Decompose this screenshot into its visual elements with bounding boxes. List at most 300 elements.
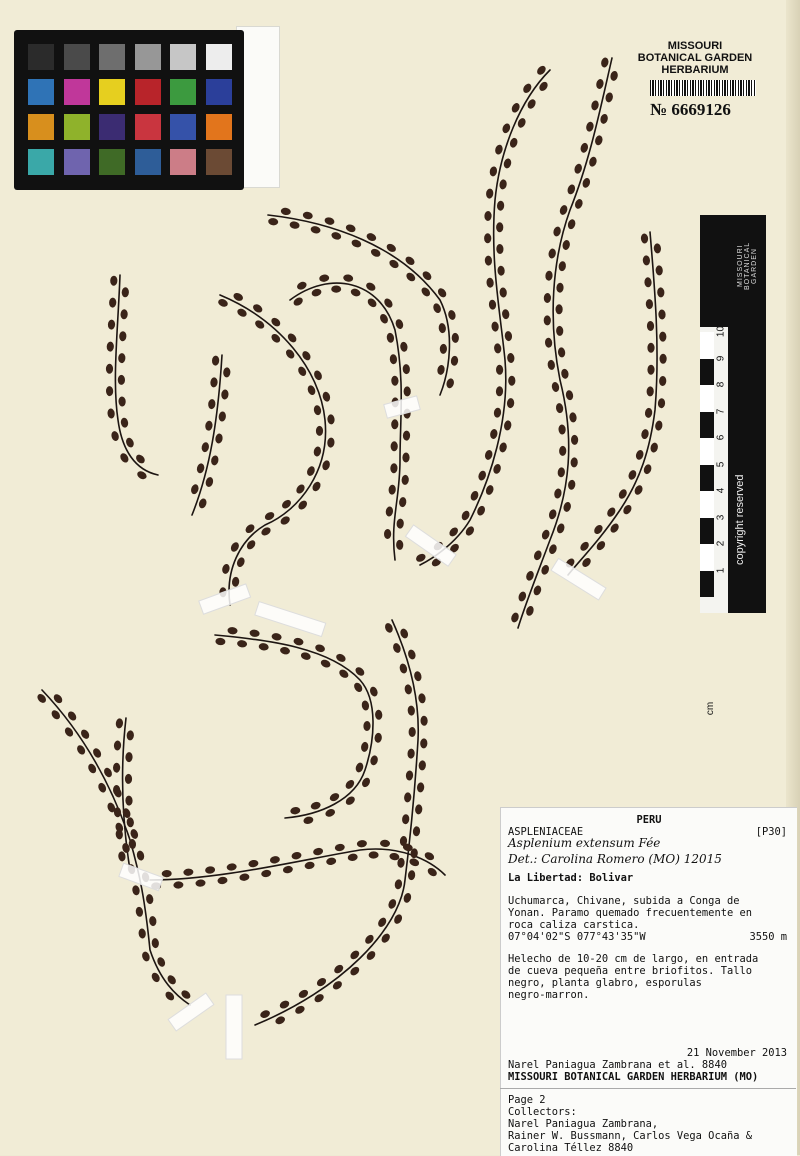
pinna-leaflet [517, 591, 527, 603]
pinna-leaflet [599, 113, 608, 124]
pinna-leaflet [380, 839, 391, 847]
frond-stem [255, 620, 418, 1025]
pinna-leaflet [497, 200, 505, 210]
pinna-leaflet [369, 755, 378, 766]
pinna-leaflet [646, 386, 654, 396]
pinna-leaflet [657, 287, 665, 297]
pinna-leaflet [499, 179, 508, 190]
pinna-leaflet [420, 716, 428, 726]
pinna-leaflet [532, 584, 542, 596]
pinna-leaflet [126, 817, 134, 828]
pinna-leaflet [407, 649, 417, 661]
pinna-leaflet [412, 826, 420, 837]
ruler-number: 1 [715, 567, 727, 573]
pinna-leaflet [484, 211, 492, 221]
pinna-leaflet [548, 508, 558, 520]
pinna-leaflet [387, 898, 398, 910]
pinna-leaflet [545, 337, 553, 348]
pinna-leaflet [334, 843, 345, 852]
ruler-copyright: copyright reserved [734, 474, 746, 565]
pinna-leaflet [594, 135, 604, 146]
ruler-brand-text: MISSOURI BOTANICAL GARDEN [736, 241, 758, 291]
pinna-leaflet [525, 605, 535, 617]
pinna-leaflet [271, 632, 282, 641]
pinna-leaflet [609, 70, 618, 81]
pinna-leaflet [489, 428, 498, 439]
pinna-leaflet [107, 408, 115, 419]
pinna-leaflet [129, 828, 139, 840]
pinna-leaflet [485, 484, 495, 496]
frond-stem [420, 70, 550, 565]
pinna-leaflet [113, 763, 120, 773]
pinna-leaflet [642, 255, 650, 266]
pinna-leaflet [558, 261, 567, 272]
pinna-leaflet [548, 543, 558, 555]
pinna-leaflet [106, 386, 114, 396]
label-code: [P30] [755, 826, 787, 838]
pinna-leaflet [399, 628, 409, 640]
pinna-leaflet [394, 318, 404, 330]
pinna-leaflet [106, 364, 113, 374]
pinna-leaflet [126, 730, 134, 741]
pinna-leaflet [447, 309, 456, 320]
pinna-leaflet [324, 216, 336, 226]
pinna-leaflet [400, 341, 409, 352]
pinna-leaflet [402, 452, 409, 462]
pinna-leaflet [217, 298, 229, 309]
pinna-leaflet [556, 282, 564, 292]
pinna-leaflet [547, 359, 556, 370]
pinna-leaflet [507, 398, 515, 409]
pinna-leaflet [390, 441, 397, 451]
pinna-leaflet [125, 437, 136, 449]
pinna-leaflet [588, 156, 598, 168]
pinna-leaflet [125, 774, 132, 784]
pinna-leaflet [360, 741, 369, 752]
pinna-leaflet [485, 255, 493, 265]
pinna-leaflet [407, 705, 415, 716]
pinna-leaflet [210, 377, 218, 388]
pinna-leaflet [486, 277, 494, 288]
pinna-leaflet [551, 381, 560, 392]
pinna-leaflet [125, 795, 133, 805]
pinna-leaflet [145, 894, 154, 905]
pinna-leaflet [313, 405, 322, 416]
ruler-number: 7 [715, 408, 727, 414]
pinna-leaflet [562, 239, 571, 250]
pinna-leaflet [642, 463, 652, 475]
pinna-leaflet [118, 353, 126, 363]
pinna-leaflet [282, 865, 293, 874]
label-description-line: negro, planta glabro, esporulas [508, 977, 702, 989]
label-coordinates: 07°04'02"S 077°43'35"W [508, 931, 646, 943]
ruler-number: 10 [715, 325, 727, 338]
pinna-leaflet [303, 816, 314, 825]
catalog-number: № 6669126 [650, 100, 731, 119]
label-collectors-line: Rainer W. Bussmann, Carlos Vega Ocaña & [508, 1130, 752, 1142]
pinna-leaflet [121, 287, 129, 297]
pinna-leaflet [492, 463, 502, 475]
pinna-leaflet [319, 274, 330, 283]
pinna-leaflet [504, 331, 512, 342]
pinna-leaflet [201, 442, 210, 453]
ruler-number: 5 [715, 461, 727, 467]
pinna-leaflet [205, 420, 214, 431]
pinna-leaflet [402, 892, 412, 904]
pinna-leaflet [432, 302, 442, 314]
pinna-leaflet [119, 331, 127, 341]
pinna-leaflet [388, 484, 396, 495]
pinna-leaflet [327, 437, 335, 448]
pinna-leaflet [326, 857, 337, 866]
ruler-number: 4 [715, 487, 727, 494]
pinna-leaflet [384, 529, 391, 539]
pinna-leaflet [559, 446, 566, 456]
pinna-leaflet [647, 365, 654, 375]
pinna-leaflet [451, 333, 459, 343]
pinna-leaflet [486, 188, 494, 199]
pinna-leaflet [658, 309, 666, 319]
pinna-leaflet [558, 424, 566, 434]
pinna-leaflet [190, 483, 200, 495]
pinna-leaflet [343, 274, 354, 283]
label-page: Page 2 [508, 1094, 546, 1106]
pinna-leaflet [407, 748, 415, 758]
pinna-leaflet [314, 643, 326, 653]
pinna-leaflet [306, 384, 316, 396]
pinna-leaflet [499, 287, 507, 298]
pinna-leaflet [438, 323, 447, 334]
pinna-leaflet [484, 233, 491, 243]
pinna-leaflet [221, 389, 229, 400]
pinna-leaflet [162, 870, 172, 878]
pinna-leaflet [363, 721, 370, 731]
pinna-leaflet [574, 198, 584, 210]
pinna-leaflet [401, 475, 409, 486]
mounting-tape [551, 558, 606, 600]
pinna-leaflet [259, 1009, 271, 1020]
pinna-leaflet [525, 570, 535, 582]
pinna-leaflet [509, 137, 519, 149]
pinna-leaflet [306, 465, 317, 477]
pinna-leaflet [510, 612, 520, 624]
pinna-leaflet [484, 449, 494, 461]
pinna-leaflet [138, 928, 146, 939]
label-description-line: negro-marron. [508, 989, 590, 1001]
label-locality-line: Yonan. Paramo quemado frecuentemente en [508, 907, 752, 919]
pinna-leaflet [403, 430, 410, 440]
pinna-leaflet [488, 299, 496, 310]
pinna-leaflet [322, 391, 332, 403]
pinna-leaflet [595, 78, 604, 89]
mounting-tape [255, 602, 326, 637]
pinna-leaflet [313, 446, 322, 457]
pinna-leaflet [533, 549, 543, 561]
pinna-leaflet [437, 364, 446, 375]
pinna-leaflet [355, 762, 365, 774]
pinna-leaflet [196, 463, 205, 474]
pinna-leaflet [560, 368, 569, 379]
pinna-leaflet [659, 332, 666, 342]
pinna-leaflet [573, 163, 583, 175]
pinna-leaflet [503, 158, 512, 169]
pinna-leaflet [579, 142, 589, 154]
pinna-leaflet [291, 851, 302, 860]
pinna-leaflet [231, 576, 239, 587]
pinna-leaflet [269, 855, 280, 864]
pinna-leaflet [417, 782, 425, 793]
pinna-leaflet [507, 353, 515, 364]
pinna-leaflet [391, 376, 399, 386]
label-family: ASPLENIACEAE [508, 826, 584, 838]
label-institution: MISSOURI BOTANICAL GARDEN HERBARIUM (MO) [508, 1071, 759, 1083]
pinna-leaflet [385, 506, 393, 517]
pinna-leaflet [396, 518, 404, 529]
pinna-leaflet [114, 740, 122, 750]
pinna-leaflet [391, 419, 398, 429]
pinna-leaflet [205, 866, 216, 874]
pinna-leaflet [110, 276, 118, 286]
label-collectors-title: Collectors: [508, 1106, 577, 1118]
pinna-leaflet [496, 386, 504, 396]
pinna-leaflet [120, 417, 129, 428]
pinna-leaflet [324, 808, 336, 819]
pinna-leaflet [331, 285, 341, 292]
pinna-leaflet [215, 637, 226, 645]
label-collectors-line: Carolina Téllez 8840 [508, 1142, 634, 1154]
pinna-leaflet [386, 332, 395, 343]
pinna-leaflet [418, 693, 427, 704]
pinna-leaflet [555, 403, 564, 414]
pinna-leaflet [110, 430, 120, 442]
pinna-leaflet [600, 57, 609, 68]
pinna-leaflet [118, 851, 126, 862]
pinna-leaflet [556, 522, 566, 534]
header-line-1: MISSOURI [667, 40, 723, 52]
label-separator [500, 1088, 796, 1089]
pinna-leaflet [304, 861, 315, 870]
pinna-leaflet [545, 270, 553, 281]
pinna-leaflet [347, 853, 358, 862]
pinna-leaflet [402, 364, 410, 374]
pinna-leaflet [640, 233, 648, 244]
pinna-leaflet [223, 367, 231, 378]
pinna-leaflet [647, 321, 655, 331]
pinna-leaflet [503, 420, 512, 431]
pinna-leaflet [644, 407, 652, 418]
pinna-leaflet [236, 556, 246, 568]
pinna-leaflet [183, 868, 194, 876]
pinna-leaflet [404, 386, 411, 396]
pinna-leaflet [258, 642, 269, 651]
ruler-number: 6 [715, 434, 727, 441]
pinna-leaflet [218, 411, 226, 422]
ruler-number: 3 [715, 514, 727, 520]
pinna-leaflet [369, 851, 379, 858]
pinna-leaflet [239, 873, 250, 882]
pinna-leaflet [389, 852, 400, 861]
pinna-leaflet [540, 564, 550, 576]
frond-stem [215, 635, 373, 818]
pinna-leaflet [195, 879, 206, 887]
pinna-leaflet [394, 879, 403, 890]
pinna-leaflet [581, 177, 591, 189]
label-country: PERU [636, 814, 662, 826]
pinna-leaflet [289, 221, 300, 230]
pinna-leaflet [469, 490, 480, 502]
pinna-leaflet [646, 299, 654, 309]
pinna-leaflet [313, 847, 324, 856]
pinna-leaflet [494, 343, 502, 354]
frond-stem [290, 283, 401, 560]
label-determination: Det.: Carolina Romero (MO) 12015 [508, 852, 722, 866]
pinna-leaflet [565, 390, 574, 401]
pinna-leaflet [497, 265, 505, 276]
pinna-leaflet [392, 642, 402, 654]
pinna-leaflet [635, 449, 645, 461]
pinna-leaflet [374, 732, 382, 743]
pinna-leaflet [384, 622, 395, 634]
pinna-leaflet [496, 222, 503, 232]
pinna-leaflet [655, 265, 663, 276]
pinna-leaflet [476, 505, 487, 517]
pinna-leaflet [205, 476, 215, 488]
pinna-leaflet [566, 183, 576, 195]
pinna-leaflet [567, 218, 577, 230]
pinna-leaflet [407, 870, 415, 881]
pinna-leaflet [369, 686, 379, 698]
label-locality-line: roca caliza carstica. [508, 919, 640, 931]
pinna-leaflet [350, 287, 362, 297]
pinna-leaflet [404, 792, 412, 803]
pinna-leaflet [406, 770, 414, 781]
pinna-leaflet [249, 629, 260, 637]
pinna-leaflet [237, 640, 248, 648]
pinna-leaflet [496, 365, 504, 375]
pinna-leaflet [585, 121, 594, 132]
pinna-leaflet [659, 376, 667, 386]
pinna-leaflet [567, 479, 576, 490]
pinna-leaflet [396, 540, 404, 550]
label-locality-header: La Libertad: Bolivar [508, 872, 634, 884]
pinna-leaflet [208, 399, 216, 410]
pinna-leaflet [399, 663, 409, 675]
pinna-leaflet [489, 166, 498, 177]
pinna-leaflet [310, 801, 322, 811]
ruler-number: 8 [715, 381, 727, 388]
pinna-leaflet [141, 951, 151, 963]
pinna-leaflet [557, 467, 565, 478]
label-locality-line: Uchumarca, Chivane, subida a Conga de [508, 895, 740, 907]
label-description-line: Helecho de 10-20 cm de largo, en entrada [508, 953, 759, 965]
pinna-leaflet [389, 354, 397, 365]
mounting-tape [168, 993, 214, 1031]
pinna-leaflet [132, 885, 141, 896]
pinna-leaflet [293, 637, 304, 646]
pinna-leaflet [544, 315, 551, 325]
pinna-leaflet [321, 459, 331, 471]
pinna-leaflet [496, 244, 504, 254]
pinna-leaflet [605, 92, 614, 103]
pinna-leaflet [570, 457, 578, 467]
pinna-leaflet [491, 321, 499, 332]
pinna-leaflet [311, 288, 323, 298]
pinna-leaflet [279, 646, 290, 655]
pinna-leaflet [493, 407, 501, 418]
pinna-leaflet [320, 658, 332, 669]
frond-stem [220, 295, 326, 605]
pinna-leaflet [557, 347, 565, 358]
pinna-leaflet [361, 700, 370, 711]
ruler-number: 2 [715, 540, 727, 547]
pinna-leaflet [647, 343, 654, 353]
pinna-leaflet [357, 840, 368, 848]
pinna-leaflet [555, 304, 562, 314]
pinna-leaflet [508, 376, 515, 386]
pinna-leaflet [290, 806, 301, 815]
pinna-leaflet [136, 850, 145, 861]
pinna-leaflet [440, 344, 448, 354]
label-date: 21 November 2013 [686, 1047, 787, 1059]
mounting-tape [226, 995, 242, 1059]
pinna-leaflet [120, 309, 128, 319]
pinna-leaflet [310, 225, 321, 234]
pinna-leaflet [640, 428, 649, 439]
pinna-leaflet [402, 814, 410, 825]
pinna-leaflet [627, 469, 638, 481]
header-line-2: BOTANICAL GARDEN [637, 52, 753, 64]
pinna-leaflet [106, 341, 114, 351]
label-species: Asplenium extensum Fée [508, 836, 661, 850]
pinna-leaflet [477, 470, 487, 482]
pinna-leaflet [559, 204, 569, 216]
pinna-leaflet [571, 435, 578, 445]
frond-stem [568, 232, 657, 575]
pinna-leaflet [445, 378, 455, 390]
pinna-leaflet [653, 243, 661, 254]
pinna-leaflet [569, 412, 577, 423]
pinna-leaflet [212, 355, 220, 365]
pinna-leaflet [649, 442, 658, 453]
pinna-leaflet [227, 627, 238, 635]
pinna-leaflet [125, 752, 133, 762]
pinna-leaflet [375, 710, 383, 720]
pinna-leaflet [280, 207, 291, 216]
pinna-leaflet [316, 426, 323, 436]
pinna-leaflet [390, 463, 398, 473]
pinna-leaflet [420, 738, 428, 748]
pinna-leaflet [501, 122, 511, 134]
pinna-leaflet [115, 718, 123, 729]
frond-stem [42, 690, 190, 1005]
pinna-leaflet [502, 309, 510, 320]
pinna-leaflet [516, 117, 527, 129]
pinna-leaflet [498, 442, 507, 453]
pinna-leaflet [544, 293, 552, 303]
pinna-leaflet [345, 223, 357, 233]
ruler-number: 9 [715, 355, 727, 361]
pinna-leaflet [108, 319, 116, 329]
pinna-leaflet [118, 375, 125, 385]
pinna-leaflet [404, 684, 413, 695]
specimen-label [500, 807, 797, 1156]
pinna-leaflet [327, 414, 335, 425]
pinna-leaflet [548, 248, 557, 259]
pinna-leaflet [494, 144, 504, 156]
pinna-leaflet [659, 354, 666, 364]
pinna-leaflet [409, 727, 416, 737]
pinna-leaflet [590, 100, 599, 111]
